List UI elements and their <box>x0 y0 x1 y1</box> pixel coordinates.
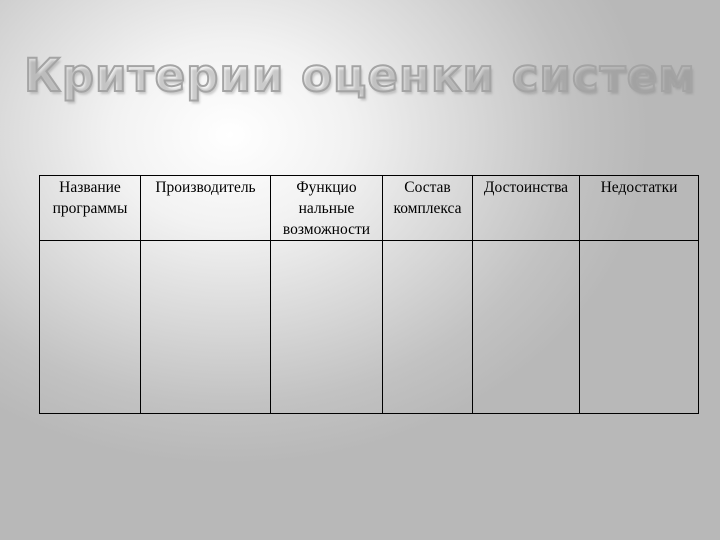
table-row <box>40 241 699 414</box>
slide-title: Критерии оценки систем <box>24 49 696 102</box>
criteria-table <box>39 175 699 414</box>
cell-functional-capabilities <box>271 241 383 414</box>
header-manufacturer: Производитель <box>141 176 271 241</box>
table-header-row <box>40 176 699 241</box>
header-disadvantages: Недостатки <box>580 176 699 241</box>
cell-advantages <box>473 241 580 414</box>
header-complex-composition: Состав комплекса <box>383 176 473 241</box>
cell-complex-composition <box>383 241 473 414</box>
cell-manufacturer <box>141 241 271 414</box>
cell-program-name <box>40 241 141 414</box>
header-advantages: Достоинства <box>473 176 580 241</box>
cell-disadvantages <box>580 241 699 414</box>
header-functional-capabilities: Функцио нальные возможности <box>271 176 383 241</box>
header-program-name: Название программы <box>40 176 141 241</box>
